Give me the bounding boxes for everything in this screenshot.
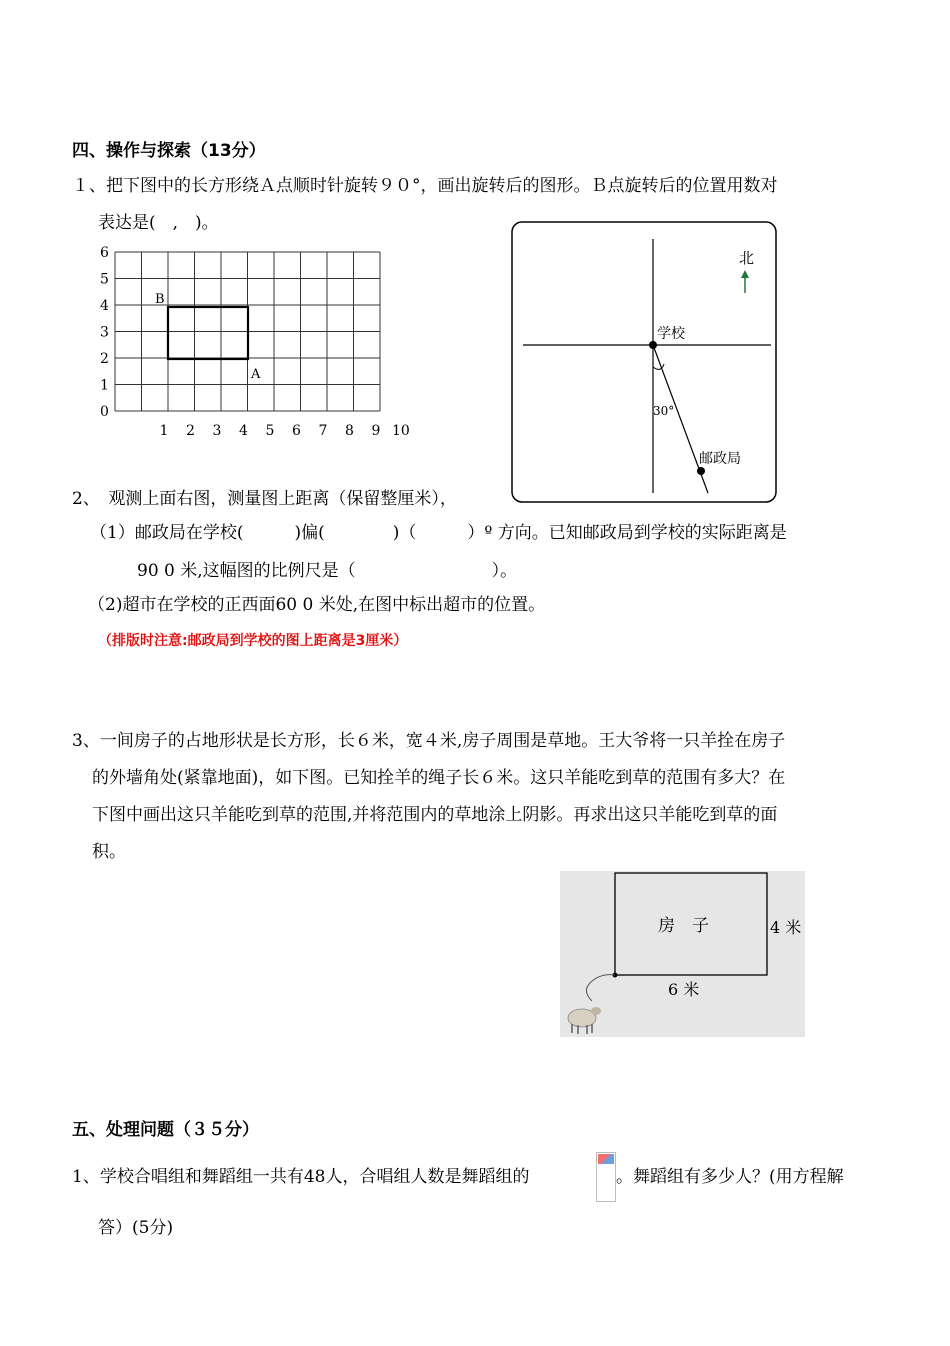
question-2-sub-1-line-1: （1）邮政局在学校( )偏( )（ ）º 方向。已知邮政局到学校的实际距离是 bbox=[90, 523, 787, 543]
fraction-image-placeholder bbox=[596, 1152, 616, 1202]
school-label: 学校 bbox=[657, 326, 685, 342]
rectangle-shape bbox=[168, 307, 248, 359]
x-tick-label: 1 bbox=[159, 423, 169, 439]
y-tick-label: 4 bbox=[100, 298, 109, 314]
question-3-line-2: 的外墙角处(紧靠地面)，如下图。已知拴羊的绳子长６米。这只羊能吃到草的范围有多大？在 bbox=[92, 768, 786, 788]
section-5-question-1-line-2: 答）(5分) bbox=[98, 1218, 174, 1238]
x-tick-label: 8 bbox=[345, 423, 354, 439]
post-office-point bbox=[697, 467, 705, 475]
x-tick-label: 3 bbox=[212, 423, 222, 439]
y-tick-label: 1 bbox=[100, 377, 109, 394]
y-tick-label: 6 bbox=[100, 245, 109, 261]
question-3-line-3: 下图中画出这只羊能吃到草的范围,并将范围内的草地涂上阴影。再求出这只羊能吃到草的面 bbox=[92, 805, 778, 825]
house-label: 房 子 bbox=[658, 916, 709, 936]
section-5-heading: 五、处理问题（３５分） bbox=[72, 1120, 259, 1140]
school-point bbox=[649, 341, 657, 349]
y-tick-label: 0 bbox=[100, 404, 109, 420]
x-tick-label: 4 bbox=[239, 423, 248, 439]
x-tick-label: 10 bbox=[392, 423, 410, 439]
question-1-line-2: 表达是( , )。 bbox=[98, 213, 219, 233]
typesetting-note: （排版时注意:邮政局到学校的图上距离是3厘米） bbox=[98, 633, 408, 649]
coordinate-grid bbox=[95, 245, 410, 445]
y-tick-label: 3 bbox=[100, 324, 109, 341]
question-3-line-1: 3、一间房子的占地形状是长方形，长６米，宽４米,房子周围是草地。王大爷将一只羊拴在房子 bbox=[72, 731, 786, 751]
question-2-sub-1-line-2: 90 0 米,这幅图的比例尺是（ ）。 bbox=[137, 561, 518, 581]
house-figure bbox=[560, 871, 805, 1037]
question-1-line-1: １、把下图中的长方形绕Ａ点顺时针旋转９０°，画出旋转后的图形。Ｂ点旋转后的位置用数对 bbox=[72, 176, 778, 196]
question-2-line-1: 2、 观测上面右图，测量图上距离（保留整厘米）， bbox=[72, 489, 457, 509]
x-tick-label: 2 bbox=[186, 423, 195, 439]
section-5-question-1-part-a: 1、学校合唱组和舞蹈组一共有48人，合唱组人数是舞蹈组的 bbox=[72, 1167, 530, 1187]
north-label: 北 bbox=[739, 249, 755, 267]
x-tick-label: 7 bbox=[318, 423, 328, 439]
question-2-sub-2: （2)超市在学校的正西面60 0 米处,在图中标出超市的位置。 bbox=[88, 595, 546, 615]
question-3-line-4: 积。 bbox=[92, 842, 126, 862]
section-5-question-1-part-b: 。舞蹈组有多少人？(用方程解 bbox=[616, 1167, 844, 1187]
y-tick-label: 5 bbox=[100, 271, 109, 288]
x-tick-label: 6 bbox=[292, 423, 301, 439]
point-b-label: B bbox=[155, 292, 165, 307]
width-label: 4 米 bbox=[770, 918, 802, 937]
length-label: 6 米 bbox=[668, 980, 700, 999]
section-4-heading: 四、操作与探索（13分） bbox=[72, 141, 266, 161]
angle-label: 30° bbox=[653, 404, 675, 418]
x-tick-label: 9 bbox=[371, 423, 381, 439]
point-a-label: A bbox=[251, 367, 261, 382]
x-tick-label: 5 bbox=[265, 423, 275, 439]
post-office-label: 邮政局 bbox=[699, 451, 741, 467]
y-tick-label: 2 bbox=[100, 351, 109, 367]
map-figure bbox=[511, 221, 777, 503]
